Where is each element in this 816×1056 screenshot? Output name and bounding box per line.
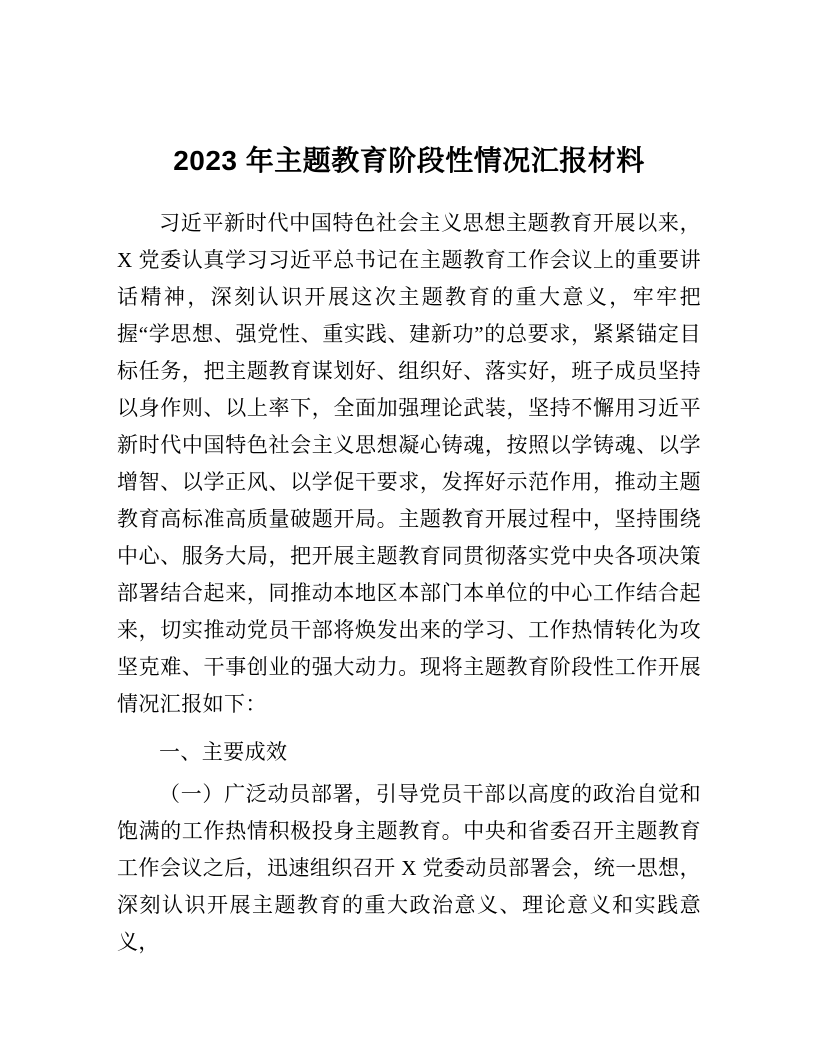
section-1-heading: 一、主要成效 [159,740,288,764]
subsection-1-paragraph [117,776,701,961]
document-title: 2023 年主题教育阶段性情况汇报材料 [173,145,645,176]
subsection-1-lead-sentence: （一）广泛动员部署，引导党员干部以高度的政治自觉和饱满的工作热情积极投身主题教育。 [117,782,701,843]
intro-paragraph: 习近平新时代中国特色社会主义思想主题教育开展以来，X 党委认真学习习近平总书记在主题教育工作会议上的重要讲话精神，深刻认识开展这次主题教育的重大意义，牢牢把握“学思想、强党性、重实践、建新功”的总要求，紧紧锚定目标任务，把主题教育谋划好、组织好、落实好，班子成员坚持以身作则、以上率下，全面加强理论武装，坚持不懈用习近平新时代中国特色社会主义思想凝心铸魂，按照以学铸魂、以学增智、以学正风、以学促干要求，发挥好示范作用，推动主题教育高标准高质量破题开局。主题教育开展过程中，坚持围绕中心、服务大局，把开展主题教育同贯彻落实党中央各项决策部署结合起来，同推动本地区本部门本单位的中心工作结合起来，切实推动党员干部将焕发出来的学习、工作热情转化为攻坚克难、干事创业的强大动力。现将主题教育阶段性工作开展情况汇报如下： [117,211,701,716]
subsection-1-body-text: 中央和省委召开主题教育工作会议之后，迅速组织召开 X 党委动员部署会，统一思想，深刻认识开展主题教育的重大政治意义、理论意义和实践意义， [117,819,701,954]
